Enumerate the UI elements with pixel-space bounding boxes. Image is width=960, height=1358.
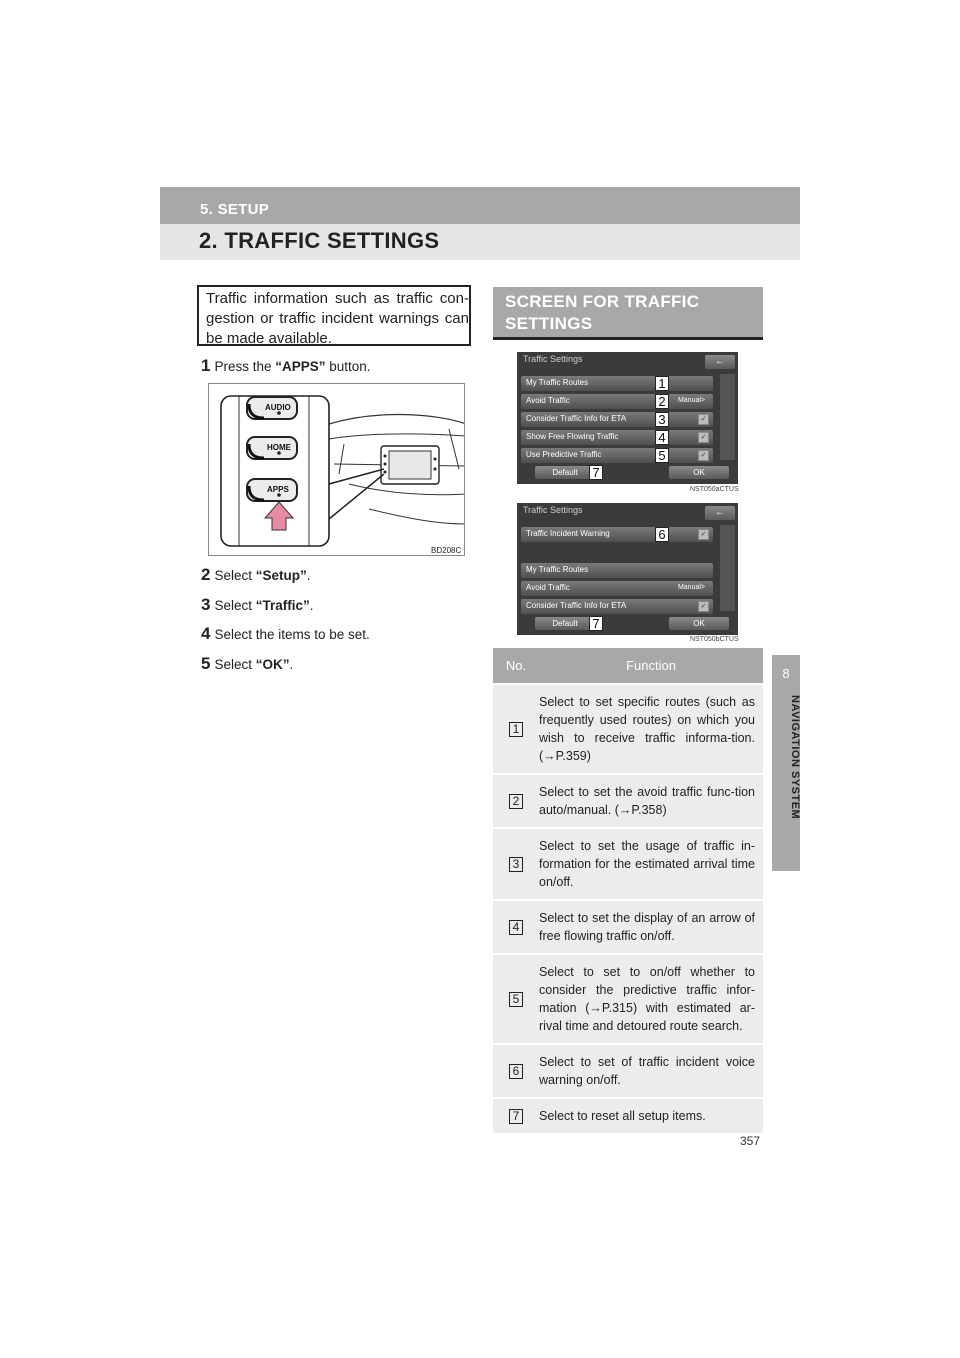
row-number: 2 [509,794,523,809]
table-row [493,774,763,828]
back-button[interactable]: ← [705,506,735,520]
checkbox-icon: ✓ [698,601,709,612]
row-number: 3 [509,857,523,872]
header-no: No. [493,648,539,684]
row-traffic-incident-warning[interactable]: Traffic Incident Warning ✓ 6 [521,527,713,542]
figure-code: BD208C [431,546,462,555]
table-row [493,900,763,954]
header-function: Function [539,648,763,684]
table-row [493,684,763,774]
step-4: 4 Select the items to be set. [201,624,370,643]
table-row [493,828,763,900]
scroll-bar[interactable] [720,374,735,460]
table-row [493,1098,763,1133]
checkbox-icon: ✓ [698,432,709,443]
row-my-traffic-routes[interactable]: My Traffic Routes [521,563,713,578]
callout-badge: 7 [589,616,603,631]
row-number: 6 [509,1064,523,1079]
scroll-bar[interactable] [720,525,735,611]
dashboard-illustration [209,384,465,556]
row-avoid-traffic[interactable]: Avoid Traffic Manual> [521,581,713,596]
row-function: Select to reset all setup items. [539,1098,763,1133]
step-5: 5 Select “OK”. [201,654,294,673]
function-table [493,648,763,1133]
page-number: 357 [740,1134,761,1148]
row-consider-traffic-eta[interactable]: Consider Traffic Info for ETA ✓ [521,599,713,614]
traffic-settings-screen-2 [517,503,738,635]
screen-code: NST050bCTUS [690,636,739,643]
section-label: 5. SETUP [200,201,270,218]
row-function: Select to set the usage of traffic in-formation for the estimated arrival time on/off. [539,828,763,900]
table-row [493,954,763,1044]
chapter-number: 8 [782,666,790,681]
callout-badge: 2 [655,394,669,409]
callout-badge: 7 [589,465,603,480]
row-number: 4 [509,920,523,935]
back-button[interactable]: ← [705,355,735,369]
checkbox-icon: ✓ [698,450,709,461]
row-consider-traffic-eta[interactable]: Consider Traffic Info for ETA ✓ 3 [521,412,713,427]
default-button[interactable]: Default [535,466,595,479]
row-function: Select to set specific routes (such as frequently used routes) on which you wish to receive traffic informa-tion. (→P.359) [539,684,763,774]
step-2: 2 Select “Setup”. [201,565,311,584]
ok-button[interactable]: OK [669,466,729,479]
row-function: Select to set of traffic incident voice warning on/off. [539,1044,763,1098]
callout-badge: 5 [655,448,669,463]
screen-title: Traffic Settings [523,505,583,515]
screen-code: NST050aCTUS [690,486,739,493]
home-label: HOME [267,443,291,452]
callout-badge: 3 [655,412,669,427]
row-my-traffic-routes[interactable]: My Traffic Routes 1 [521,376,713,391]
row-number: 1 [509,722,523,737]
screen-title: Traffic Settings [523,354,583,364]
row-use-predictive[interactable]: Use Predictive Traffic ✓ 5 [521,448,713,463]
callout-badge: 1 [655,376,669,391]
table-row [493,1044,763,1098]
row-avoid-traffic[interactable]: Avoid Traffic Manual> 2 [521,394,713,409]
page-title: 2. TRAFFIC SETTINGS [199,228,440,253]
audio-label: AUDIO [265,403,291,412]
row-function: Select to set the display of an arrow of free flowing traffic on/off. [539,900,763,954]
row-show-free-flowing[interactable]: Show Free Flowing Traffic ✓ 4 [521,430,713,445]
row-function: Select to set to on/off whether to consider the predictive traffic infor-mation (→P.315) with estimated ar-rival time and detoured route search. [539,954,763,1044]
section-header-title: SCREEN FOR TRAFFIC SETTINGS [505,292,700,333]
ok-button[interactable]: OK [669,617,729,630]
intro-text: Traffic information such as traffic con-gestion or traffic incident warnings can be made available. [197,285,471,346]
apps-label: APPS [267,485,289,494]
default-button[interactable]: Default [535,617,595,630]
step-1: 1 Press the “APPS” button. [201,356,371,375]
row-number: 7 [509,1109,523,1124]
checkbox-icon: ✓ [698,529,709,540]
callout-badge: 6 [655,527,669,542]
row-function: Select to set the avoid traffic func-tion auto/manual. (→P.358) [539,774,763,828]
traffic-settings-screen-1 [517,352,738,484]
step-3: 3 Select “Traffic”. [201,595,314,614]
checkbox-icon: ✓ [698,414,709,425]
callout-badge: 4 [655,430,669,445]
row-number: 5 [509,992,523,1007]
chapter-label: NAVIGATION SYSTEM [789,695,801,820]
apps-button-figure [208,383,465,556]
